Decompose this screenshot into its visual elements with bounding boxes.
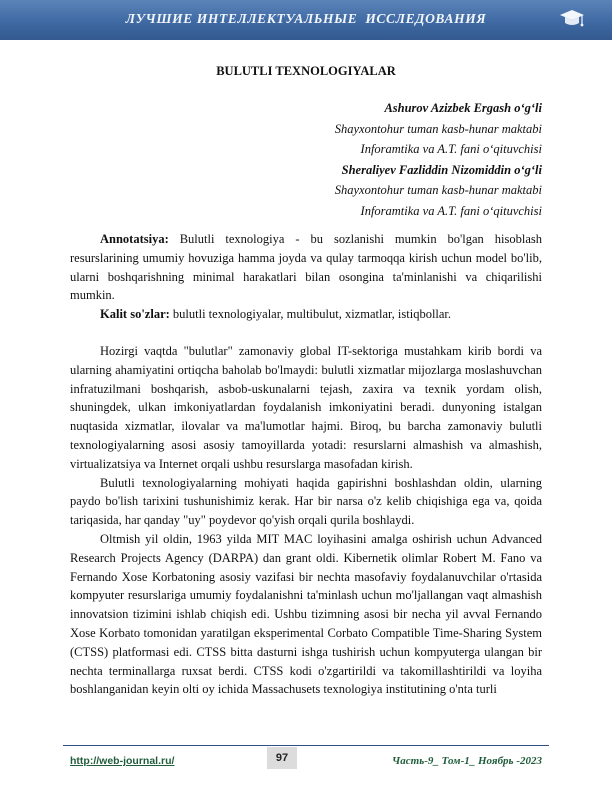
issue-info: Часть-9_ Том-1_ Ноябрь -2023 — [392, 755, 542, 767]
author-position: Inforamtika va A.T. fani o‘qituvchisi — [360, 142, 542, 156]
journal-header-banner — [0, 0, 612, 40]
author-position: Inforamtika va A.T. fani o‘qituvchisi — [360, 203, 542, 218]
journal-link[interactable]: http://web-journal.ru/ — [70, 755, 175, 767]
keywords-text: bulutli texnologiyalar, multibulut, xizmatlar, istiqbollar. — [169, 307, 452, 322]
body-paragraph: Hozirgi vaqtda "bulutlar" zamonaviy global IT-sektoriga mustahkam kirib bordi va ularning ahamiyatini ortiqcha baholab bo'lmaydi: bulutli xizmatlar mijozlarga moslashuvchan infratuzilmani boshqarish, asbob-uskunalarni tejash, zaxira va texnik yordam olish, shuningdek, ulkan imkoniyatlardan foydalanish imkoniyatini beradi. dunyoning istalgan nuqtasida xizmatlar, ilovalar va ma'lumotlar hajmi. Biroq, bu barcha zamonaviy bulutli texnologiyalarning asosi asosiy tamoyillarda yotadi: resurslarni almashish va almashish, virtualizatsiya va Internet orqali ushbu resurslarga masofadan kirish. — [70, 344, 542, 471]
body-paragraph: Oltmish yil oldin, 1963 yilda MIT MAC loyihasini amalga oshirish uchun Advanced Research Projects Agency (DARPA) dan grant oldi. Kibernetik olimlar Robert M. Fano va Fernando Xose Korbatoning asosiy vazifasi bir nechta masofaviy foydalanuvchilar o'rtasida kompyuter resurslariga umumiy foydalanishni ta'minlash uchun mo'ljallangan vaqt almashish innovatsion tizimini ishlab chiqish edi. Ushbu tizimning asosi bir necha yil avval Fernando Xose Korbato tomonidan yaratilgan eksperimental Corbato Compatible Time-Sharing System (CTSS) platformasi edi. CTSS bitta dasturni ishga tushirish uchun kompyuterga ulangan bir nechta terminallarga ruxsat berdi. CTSS kodi o'zgartirildi va takomillashtirildi va loyiha boshlanganidan keyin olti oy ichida Massachusets texnologiya institutining o'nta turli — [70, 531, 542, 697]
abstract-label: Annotatsiya: — [100, 232, 169, 246]
abstract-text: Bulutli texnologiya - bu sozlanishi mumkin bo'lgan hisoblash resurslarining umumiy hovuziga hamma joyda va qulay tarmoqqa kirish uchun model bo'lib, ularni boshqarishning minimal harakatlari bilan osongina ta'minlanishi va chiqarilishi mumkin. — [70, 232, 542, 303]
author-name: Sheraliyev Fazliddin Nizomiddin o‘g‘li — [341, 162, 542, 177]
author-affiliation: Shayxontohur tuman kasb-hunar maktabi — [334, 121, 542, 136]
abstract-paragraph — [70, 230, 542, 305]
article-body — [70, 342, 542, 699]
author-name: Ashurov Azizbek Ergash o‘g‘li — [384, 101, 542, 115]
keywords-paragraph — [70, 305, 542, 324]
footer-divider — [63, 745, 549, 746]
author-affiliation: Shayxontohur tuman kasb-hunar maktabi — [334, 183, 542, 197]
page-number: 97 — [275, 752, 289, 764]
article-title: BULUTLI TEXNOLOGIYALAR — [216, 64, 396, 78]
author-block — [142, 98, 542, 221]
keywords-label: Kalit so'zlar: — [100, 307, 170, 322]
graduation-cap-icon — [559, 6, 585, 32]
body-paragraph: Bulutli texnologiyalarning mohiyati haqida gapirishni boshlashdan oldin, ularning paydo bo'lish tarixini tushunishimiz kerak. Har bir narsa o'z kelib chiqishiga ega va, qoida tariqasida, har qanday "uy" poydevor qo'yish orqali qurila boshlaydi. — [70, 475, 542, 528]
abstract-section — [70, 230, 542, 324]
journal-title: ЛУЧШИЕ ИНТЕЛЛЕКТУАЛЬНЫЕ ИССЛЕДОВАНИЯ — [125, 11, 487, 26]
